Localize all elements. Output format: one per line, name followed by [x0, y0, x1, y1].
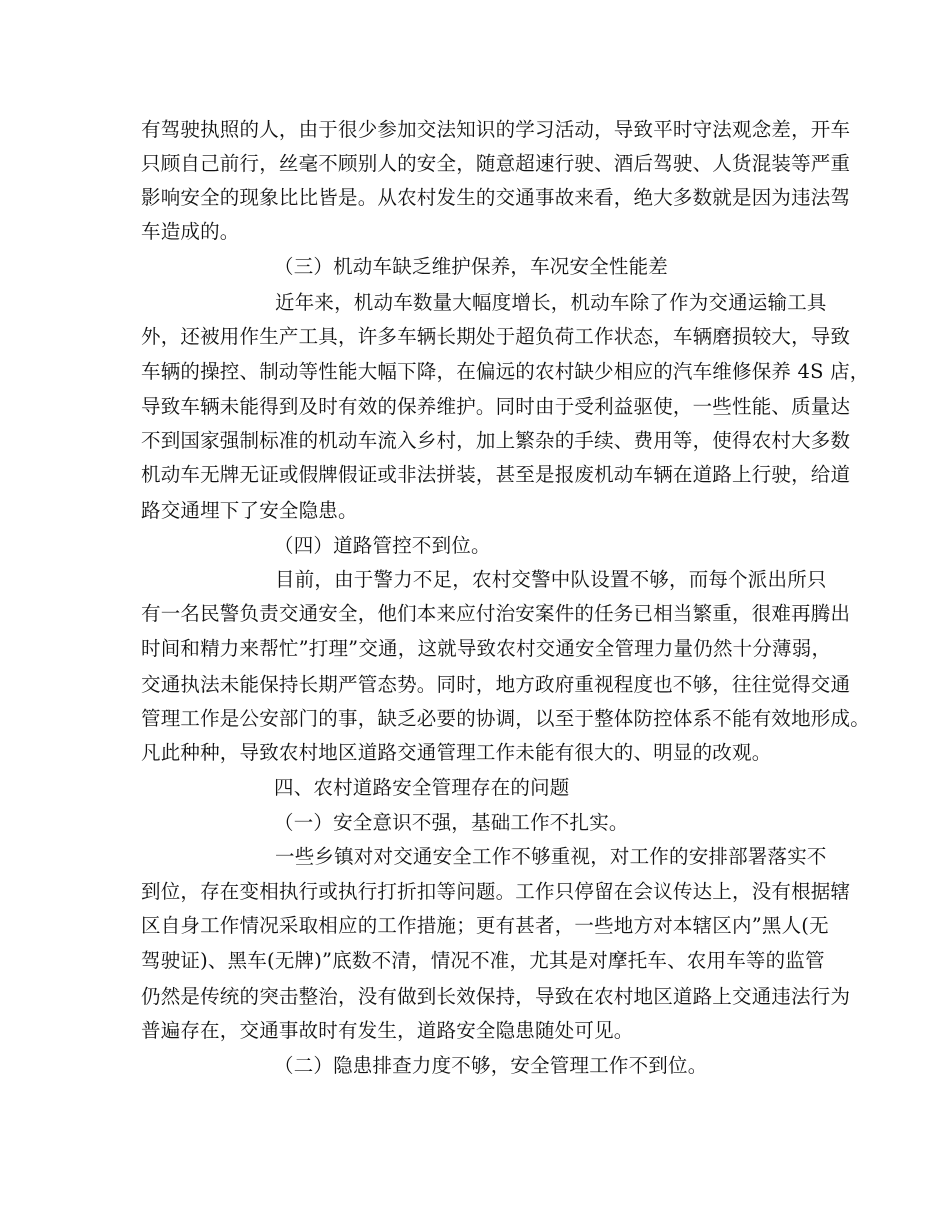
- body-text-line: 时间和精力来帮忙”打理”交通，这就导致农村交通安全管理力量仍然十分薄弱，: [141, 637, 832, 660]
- body-text-line: 不到国家强制标准的机动车流入乡村，加上繁杂的手续、费用等，使得农村大多数: [141, 429, 851, 452]
- body-text-line: 一些乡镇对对交通安全工作不够重视，对工作的安排部署落实不: [275, 845, 827, 868]
- body-text-line: 凡此种种，导致农村地区道路交通管理工作未能有很大的、明显的改观。: [141, 741, 772, 764]
- body-text-line: 有驾驶执照的人，由于很少参加交法知识的学习活动，导致平时守法观念差，开车: [141, 118, 851, 141]
- section-heading: （一）安全意识不强，基础工作不扎实。: [274, 811, 629, 834]
- body-text-line: 仍然是传统的突击整治，没有做到长效保持，导致在农村地区道路上交通违法行为: [141, 985, 851, 1008]
- section-heading: 四、农村道路安全管理存在的问题: [274, 776, 570, 799]
- body-text-line: 机动车无牌无证或假牌假证或非法拼装，甚至是报废机动车辆在道路上行驶，给道: [141, 463, 851, 486]
- body-text-line: 有一名民警负责交通安全，他们本来应付治安案件的任务已相当繁重，很难再腾出: [141, 602, 851, 625]
- body-text-line: 管理工作是公安部门的事，缺乏必要的协调，以至于整体防控体系不能有效地形成。: [141, 707, 870, 730]
- body-text-line: 导致车辆未能得到及时有效的保养维护。同时由于受利益驱使，一些性能、质量达: [141, 395, 851, 418]
- body-text-line: 近年来，机动车数量大幅度增长，机动车除了作为交通运输工具: [275, 291, 827, 314]
- body-text-line: 驾驶证)、黑车(无牌)”底数不清，情况不准，尤其是对摩托车、农用车等的监管: [141, 949, 825, 972]
- section-heading: （三）机动车缺乏维护保养，车况安全性能差: [274, 255, 669, 278]
- body-text-line: 外，还被用作生产工具，许多车辆长期处于超负荷工作状态，车辆磨损较大，导致: [141, 325, 851, 348]
- body-text-line: 车造成的。: [141, 220, 240, 243]
- body-text-line: 目前，由于警力不足，农村交警中队设置不够，而每个派出所只: [275, 568, 827, 591]
- body-text-line: 普遍存在，交通事故时有发生，道路安全隐患随处可见。: [141, 1019, 634, 1042]
- body-text-line: 交通执法未能保持长期严管态势。同时，地方政府重视程度也不够，往往觉得交通: [141, 673, 851, 696]
- body-text-line: 路交通埋下了安全隐患。: [141, 499, 358, 522]
- section-heading: （四）道路管控不到位。: [274, 534, 491, 557]
- body-text-line: 到位，存在变相执行或执行打折扣等问题。工作只停留在会议传达上，没有根据辖: [141, 880, 851, 903]
- body-text-line: 车辆的操控、制动等性能大幅下降，在偏远的农村缺少相应的汽车维修保养 4S 店，: [141, 360, 870, 383]
- body-text-line: 区自身工作情况采取相应的工作措施；更有甚者，一些地方对本辖区内”黑人(无: [141, 914, 829, 937]
- section-heading: （二）隐患排查力度不够，安全管理工作不到位。: [274, 1054, 708, 1077]
- body-text-line: 影响安全的现象比比皆是。从农村发生的交通事故来看，绝大多数就是因为违法驾: [141, 186, 851, 209]
- body-text-line: 只顾自己前行，丝毫不顾别人的安全，随意超速行驶、酒后驾驶、人货混装等严重: [141, 152, 851, 175]
